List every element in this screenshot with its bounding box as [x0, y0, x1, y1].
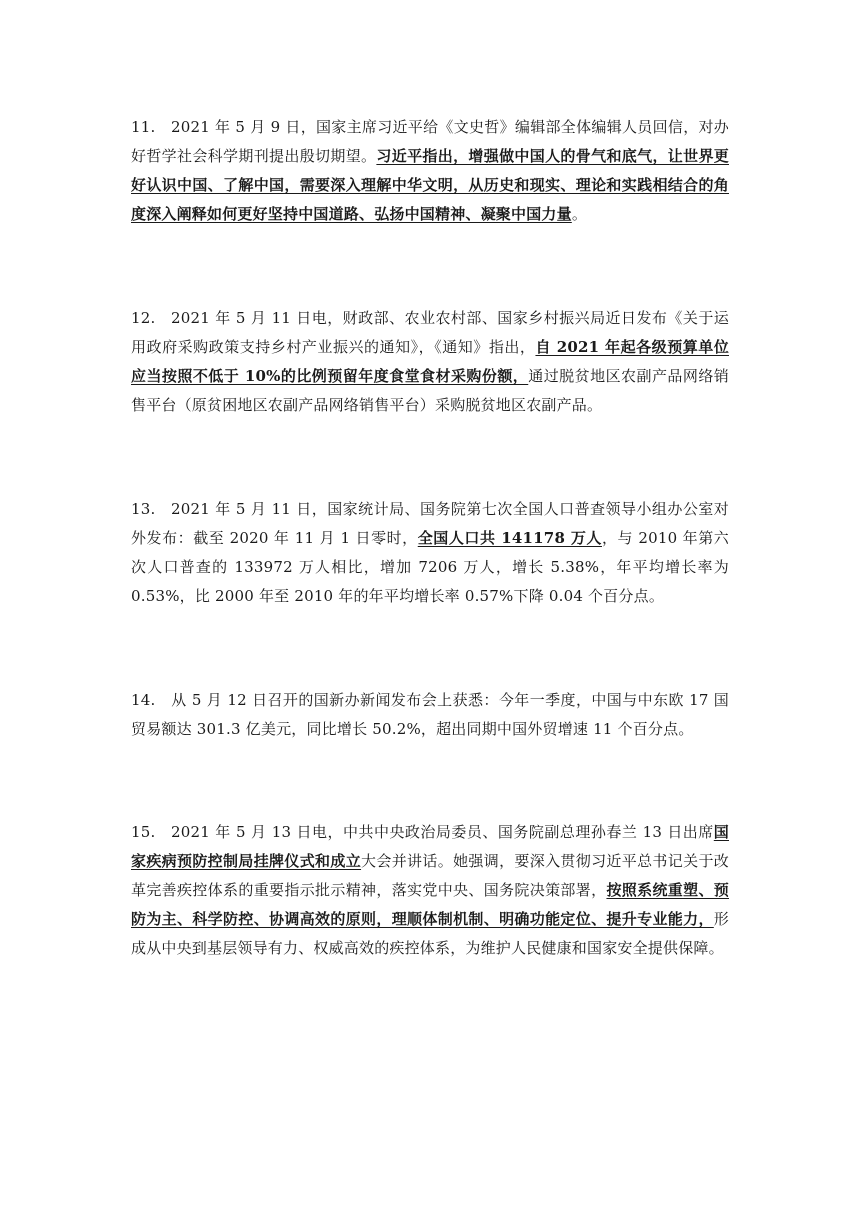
item-number: 11. [131, 118, 156, 136]
item-text: 2021 年 5 月 11 日，国家统计局、国务院第七次全国人口普查领导小组办公室对外发布：截至 2020 年 11 月 1 日零时， [131, 500, 729, 547]
item-highlight: 按照系统重塑、预防为主、科学防控、协调高效的原则，理顺体制机制、明确功能定位、提升专业能力， [131, 881, 729, 928]
news-item-15 [131, 818, 729, 963]
news-item-12 [131, 304, 729, 420]
item-highlight: 习近平指出，增强做中国人的骨气和底气，让世界更好认识中国、了解中国，需要深入理解中华文明，从历史和现实、理论和实践相结合的角度深入阐释如何更好坚持中国道路、弘扬中国精神、凝聚中国力量 [131, 147, 729, 223]
news-item-14 [131, 686, 729, 744]
item-text: 2021 年 5 月 13 日电，中共中央政治局委员、国务院副总理孙春兰 13 日出席 [171, 823, 714, 841]
item-number: 15. [131, 823, 156, 841]
item-text: 2021 年 5 月 9 日，国家主席习近平给《文史哲》编辑部全体编辑人员回信，对办好哲学社会科学期刊提出殷切期望。 [131, 118, 729, 165]
item-number: 12. [131, 309, 156, 327]
item-text: 大会并讲话。她强调，要深入贯彻习近平总书记关于改革完善疾控体系的重要指示批示精神，落实党中央、国务院决策部署， [131, 852, 729, 899]
news-item-11 [131, 113, 729, 229]
item-highlight: 全国人口共 141178 万人 [417, 529, 602, 547]
item-text: ，与 2010 年第六次人口普查的 133972 万人相比，增加 7206 万人，增长 5.38%，年平均增长率为 0.53%，比 2000 年至 2010 年的年平均增长率 0.57%下降 0.04 个百分点。 [131, 529, 729, 605]
news-item-13 [131, 495, 729, 611]
item-text: 。 [571, 205, 588, 223]
item-highlight: 自 2021 年起各级预算单位应当按照不低于 10%的比例预留年度食堂食材采购份额， [131, 338, 729, 385]
item-text: 从 5 月 12 日召开的国新办新闻发布会上获悉：今年一季度，中国与中东欧 17 国贸易额达 301.3 亿美元，同比增长 50.2%，超出同期中国外贸增速 11 个百分点。 [131, 691, 729, 738]
item-number: 14. [131, 691, 156, 709]
item-number: 13. [131, 500, 156, 518]
item-text: 形成从中央到基层领导有力、权威高效的疾控体系，为维护人民健康和国家安全提供保障。 [131, 910, 729, 957]
item-text: 2021 年 5 月 11 日电，财政部、农业农村部、国家乡村振兴局近日发布《关于运用政府采购政策支持乡村产业振兴的通知》，《通知》指出， [131, 309, 729, 356]
item-text: 通过脱贫地区农副产品网络销售平台（原贫困地区农副产品网络销售平台）采购脱贫地区农副产品。 [131, 367, 729, 414]
item-highlight: 国家疾病预防控制局挂牌仪式和成立 [131, 823, 729, 870]
